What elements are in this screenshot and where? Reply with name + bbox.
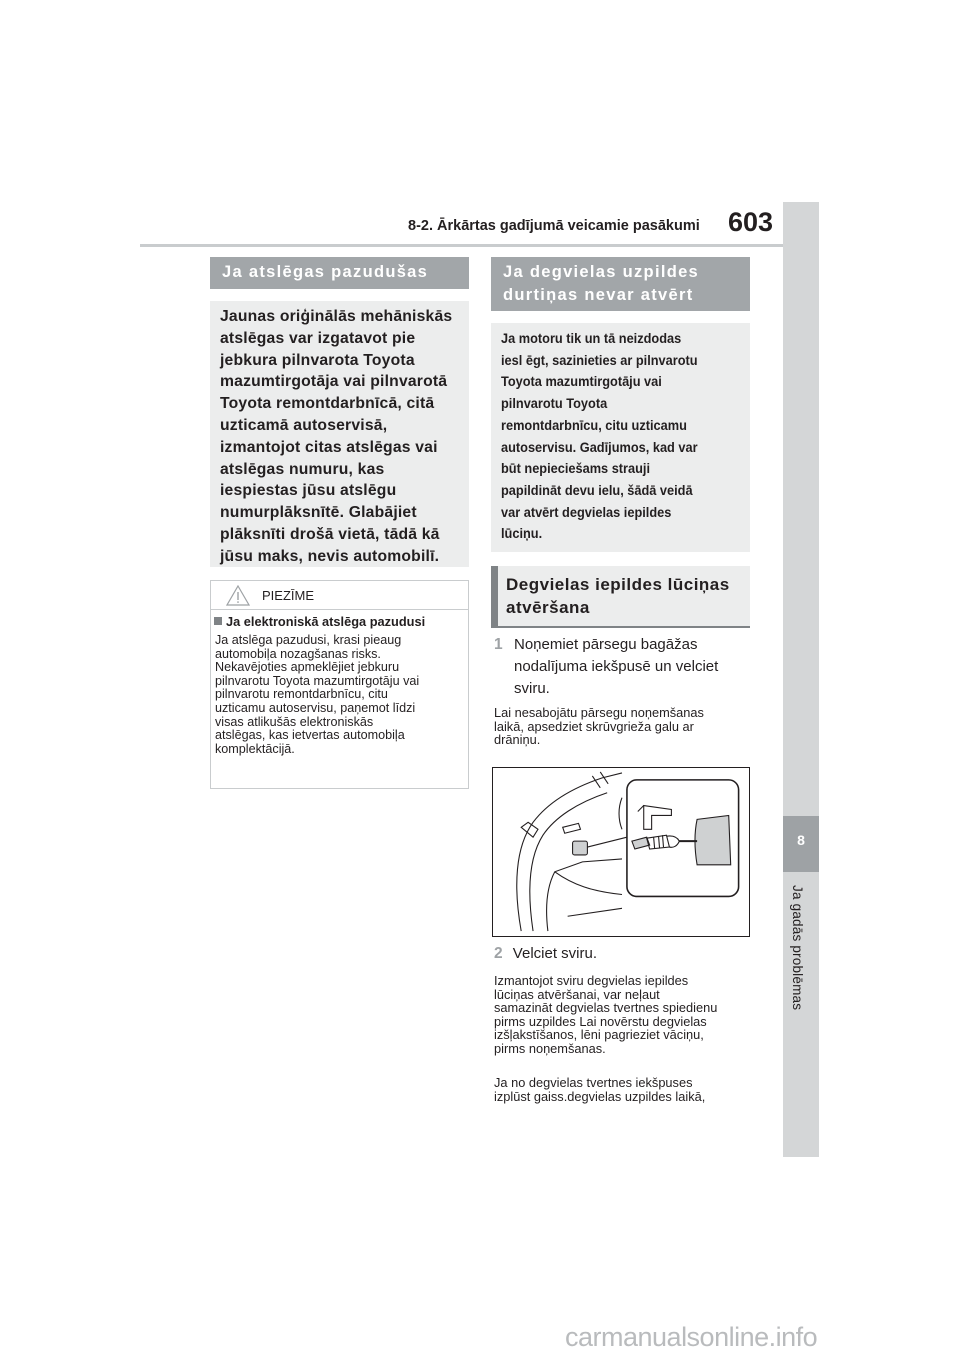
chapter-number: 8	[797, 832, 805, 848]
info-line: jebkura pilnvarota Toyota	[220, 351, 415, 369]
note-line: uzticamu autoservisu, paņemot līdzi	[215, 700, 416, 715]
step-line: Noņemiet pārsegu bagāžas	[514, 636, 698, 653]
note-line: Nekavējoties apmeklējiet jebkuru	[215, 660, 400, 675]
note-line: pilnvarotu remontdarbnīcu, citu	[215, 687, 388, 702]
info-line: atslēgas var izgatavot pie	[220, 329, 416, 347]
step-number: 1	[494, 636, 503, 653]
chapter-label: Ja gadās problēmas	[790, 885, 805, 1011]
info-line: atslēgas numuru, kas	[220, 460, 385, 478]
info-line: uzticamā autoservisā,	[220, 416, 388, 434]
page-number: 603	[728, 207, 774, 237]
note-line: komplektācijā.	[215, 741, 295, 756]
info-line: mazumtirgotāja vai pilnvarotā	[220, 373, 448, 391]
info-line: Ja motoru tik un tā neizdodas	[501, 331, 682, 347]
step-2	[494, 945, 597, 963]
info-line: pilnvarotu Toyota	[501, 396, 608, 413]
note-header-rule	[211, 609, 468, 610]
warning-triangle-icon	[226, 585, 250, 606]
fuel-door-info-box	[491, 323, 750, 552]
fuel-door-section-title: Ja degvielas uzpildes durtiņas nevar atvērt	[491, 257, 750, 311]
info-line: iespiestas jūsu atslēgu	[220, 482, 397, 500]
info-line: būt nepieciešams strauji	[501, 461, 651, 478]
note-title: PIEZĪME	[262, 588, 315, 603]
note-line: atslēgas, kas ietvertas automobiļa	[215, 728, 405, 743]
note-subheading: Ja elektroniskā atslēga pazudusi	[214, 614, 425, 629]
info-line: jūsu maks, nevis automobilī.	[220, 547, 440, 565]
info-line: Toyota mazumtirgotāju vai	[501, 374, 662, 391]
step-2-note: Izmantojot sviru degvielas iepildes lūciņas atvēršanai, var neļaut samazināt degvielas tvertnes spiedienu pirms uzpildes Lai novērstu degvielas izšļakstīšanos, lēni pagrieziet vāciņu, pirms noņemšanas.	[494, 973, 718, 1056]
step-line: nodalījuma iekšpusē un velciet	[514, 658, 719, 675]
watermark: carmanualsonline.info	[565, 1322, 818, 1352]
info-line: autoservisu. Gadījumos, kad var	[501, 439, 698, 456]
note-line: automobiļa nozagšanas risks.	[215, 646, 381, 661]
info-line: Toyota remontdarbnīcā, citā	[220, 395, 435, 413]
step-number: 2	[494, 945, 503, 962]
chapter-side-tab	[783, 202, 819, 1157]
step-text: Velciet sviru.	[512, 945, 597, 962]
info-line: iesl ēgt, sazinieties ar pilnvarotu	[501, 352, 698, 369]
info-line: lūciņu.	[501, 526, 543, 543]
lost-keys-info-box	[210, 301, 469, 567]
note-line: Ja atslēga pazudusi, krasi pieaug	[215, 633, 402, 647]
subheading-rule	[491, 626, 750, 628]
info-line: remontdarbnīcu, citu uzticamu	[501, 417, 687, 434]
info-line: papildināt devu ielu, šādā veidā	[501, 482, 693, 499]
bullet-square-icon	[214, 617, 222, 625]
fuel-door-opening-subheading: Degvielas iepildes lūciņas atvēršana	[491, 566, 750, 627]
trunk-lever-illustration	[492, 767, 750, 937]
section-header: 8-2. Ārkārtas gadījumā veicamie pasākumi	[408, 218, 700, 234]
note-line: visas atlikušās elektroniskās	[215, 714, 374, 729]
step-line: sviru.	[514, 680, 550, 697]
note-line: pilnvarotu Toyota mazumtirgotāju vai	[215, 673, 420, 688]
step-1-note: Lai nesabojātu pārsegu noņemšanas laikā, apsedziet skrūvgrieža galu ar drāniņu.	[494, 705, 704, 747]
lost-keys-section-title: Ja atslēgas pazudušas	[210, 257, 469, 289]
info-line: Jaunas oriģinālās mehāniskās	[220, 308, 453, 325]
header-rule	[140, 244, 783, 247]
info-line: izmantojot citas atslēgas vai	[220, 438, 438, 456]
note-body	[215, 634, 465, 756]
step-2-note-continued: Ja no degvielas tvertnes iekšpuses izplūst gaiss.degvielas uzpildes laikā,	[494, 1075, 706, 1104]
info-line: numurplāksnītē. Glabājiet	[220, 504, 417, 522]
info-line: plāksnīti drošā vietā, tādā kā	[220, 525, 440, 543]
step-1	[494, 634, 744, 700]
info-line: var atvērt degvielas iepildes	[501, 504, 672, 521]
